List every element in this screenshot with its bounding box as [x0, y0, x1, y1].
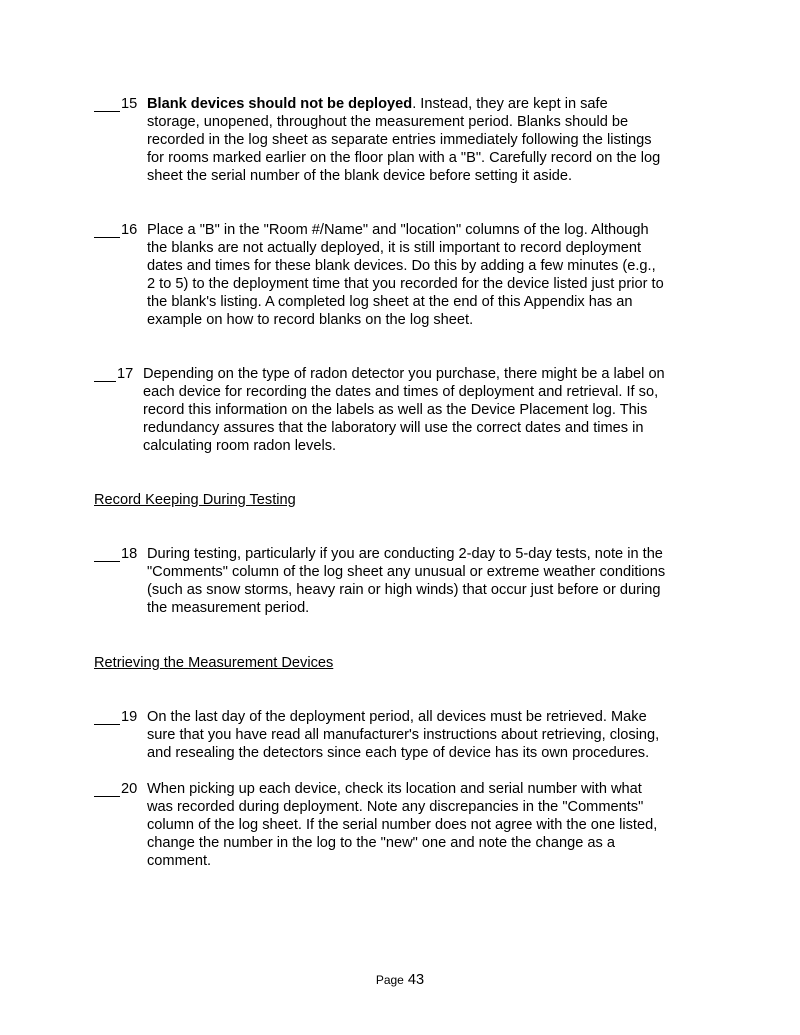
item-number: 19 — [121, 709, 138, 725]
item-body-text: Place a "B" in the "Room #/Name" and "location" columns of the log. Although the blanks are not actually deployed, it is still important to record deployment dates and times for these blank devices. Do this by adding a few minutes (e.g., 2 to 5) to the deployment time that you recorded for the device listed just prior to the blank's listing. A completed log sheet at the end of this Appendix has an example on how to record blanks on the log sheet. — [147, 222, 664, 329]
checkbox-blank-line — [94, 780, 120, 797]
section-heading-record-keeping: Record Keeping During Testing — [94, 492, 296, 508]
checklist-item-17 — [94, 365, 714, 455]
item-number: 18 — [121, 546, 138, 562]
checklist-item-18 — [94, 545, 714, 617]
checklist-item-20 — [94, 780, 714, 870]
item-body-text: During testing, particularly if you are conducting 2-day to 5-day tests, note in the "Comments" column of the log sheet any unusual or extreme weather conditions (such as snow storms, heavy rain or high winds) that occur just before or during the measurement period. — [147, 546, 666, 617]
item-body-text: When picking up each device, check its location and serial number with what was recorded during deployment. Note any discrepancies in the "Comments" column of the log sheet. If the serial number does not agree with the one listed, change the number in the log to the "new" one and note the change as a comment. — [147, 781, 658, 870]
page-number: 43 — [407, 972, 425, 988]
item-number: 16 — [121, 222, 138, 238]
checklist-item-16 — [94, 221, 714, 330]
item-body-text: On the last day of the deployment period, all devices must be retrieved. Make sure that you have read all manufacturer's instructions about retrieving, closing, and resealing the detectors since each type of device has its own procedures. — [147, 709, 660, 762]
item-number: 20 — [121, 781, 138, 797]
item-number: 17 — [117, 366, 134, 382]
item-body-text: Depending on the type of radon detector you purchase, there might be a label on each device for recording the dates and times of deployment and retrieval. If so, record this information on the labels as well as the Device Placement log. This redundancy assures that the laboratory will use the correct dates and times in calculating room radon levels. — [143, 366, 665, 455]
checkbox-blank-line — [94, 708, 120, 725]
checkbox-blank-line — [94, 545, 120, 562]
item-body-text: . Instead, they are kept in safe storage, unopened, throughout the measurement period. Blanks should be recorded in the log sheet as separate entries immediately following the listings for rooms marked earlier on the floor plan with a "B". Carefully record on the log sheet the serial number of the blank device before setting it aside. — [147, 96, 661, 185]
checklist-item-15 — [94, 95, 714, 185]
checklist-item-19 — [94, 708, 714, 762]
page-footer — [0, 971, 800, 989]
page-label: Page — [375, 973, 404, 987]
item-text — [147, 95, 714, 185]
section-heading-retrieving: Retrieving the Measurement Devices — [94, 655, 334, 671]
checkbox-blank-line — [94, 221, 120, 238]
item-bold-lead: Blank devices should not be deployed — [147, 96, 413, 112]
checkbox-blank-line — [94, 365, 116, 382]
checkbox-blank-line — [94, 95, 120, 112]
item-number: 15 — [121, 96, 138, 112]
